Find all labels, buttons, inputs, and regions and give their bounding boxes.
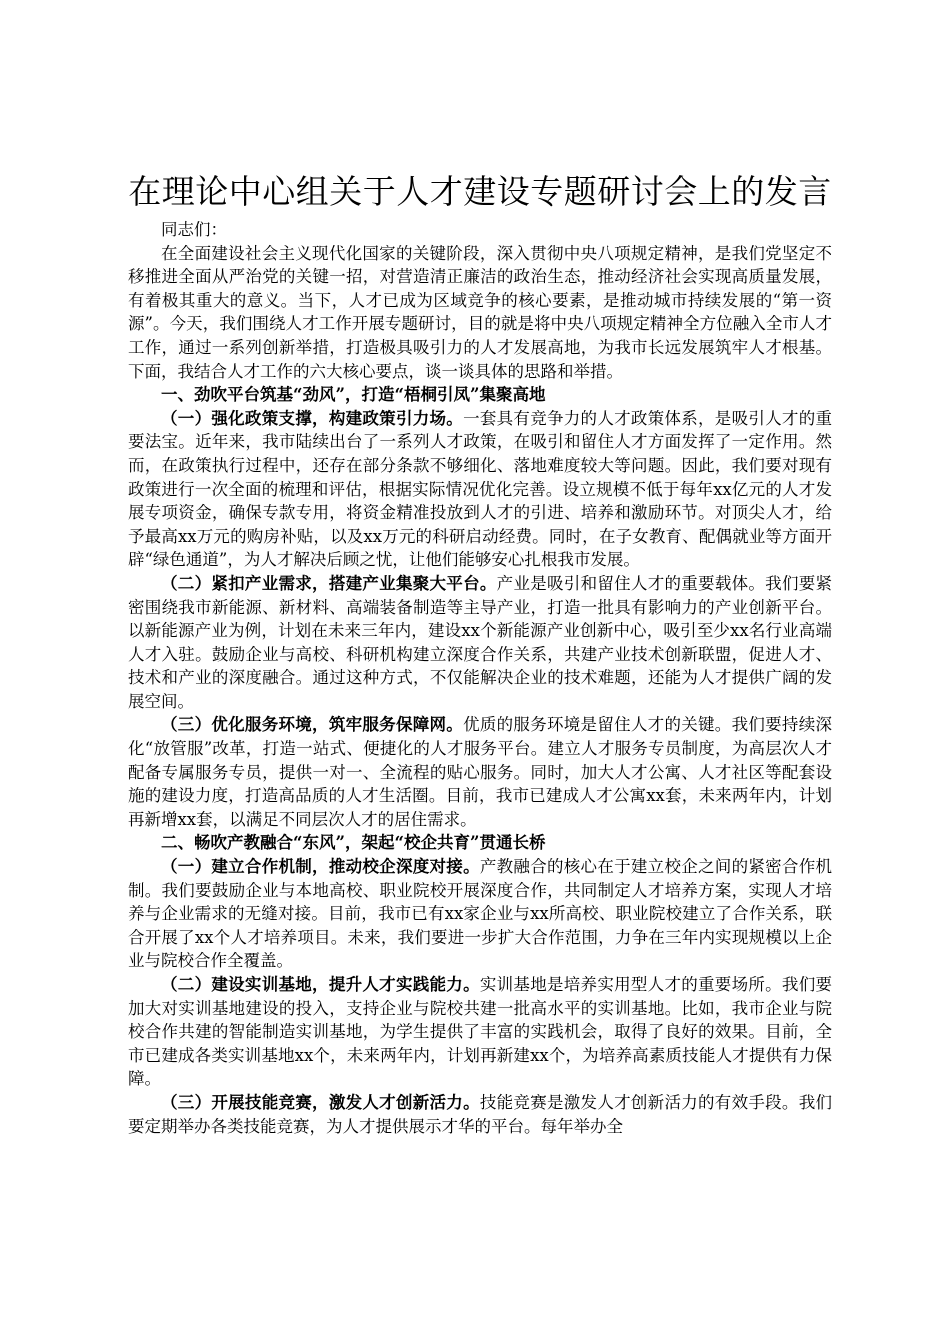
section-heading-2: 二、畅吹产教融合“东风”，架起“校企共育”贯通长桥 (161, 833, 546, 853)
section1-paragraph-1 (128, 407, 832, 572)
paragraph-lead: （二）建设实训基地，提升人才实践能力。 (161, 975, 480, 994)
document-content (128, 172, 832, 1138)
section2-paragraph-1 (128, 855, 832, 973)
section-heading-1: 一、劲吹平台筑基“劲风”，打造“梧桐引凤”集聚高地 (161, 385, 546, 405)
paragraph-text: 产业是吸引和留住人才的重要载体。我们要紧密围绕我市新能源、新材料、高端装备制造等主导产业，打造一批具有影响力的产业创新平台。以新能源产业为例，计划在未来三年内，建设xx个新能源产业创新中心，吸引至少xx名行业高端人才入驻。鼓励企业与高校、科研机构建立深度合作关系，共建产业技术创新联盟，促进人才、技术和产业的深度融合。通过这种方式，不仅能解决企业的技术难题，还能为人才提供广阔的发展空间。 (128, 573, 833, 711)
paragraph-lead: （一）强化政策支撑，构建政策引力场。 (161, 408, 464, 428)
paragraph-text: 产教融合的核心在于建立校企之间的紧密合作机制。我们要鼓励企业与本地高校、职业院校开展深度合作，共同制定人才培养方案，实现人才培养与企业需求的无缝对接。目前，我市已有xx家企业与xx所高校、职业院校建立了合作关系，联合开展了xx个人才培养项目。未来，我们要进一步扩大合作范围，力争在三年内实现规模以上企业与院校合作全覆盖。 (128, 857, 833, 971)
section2-paragraph-3 (128, 1091, 832, 1138)
document-body (128, 218, 832, 1138)
paragraph-text: 一套具有竞争力的人才政策体系，是吸引人才的重要法宝。近年来，我市陆续出台了一系列人才政策，在吸引和留住人才方面发挥了一定作用。然而，在政策执行过程中，还存在部分条款不够细化、落地难度较大等问题。因此，我们要对现有政策进行一次全面的梳理和评估，根据实际情况优化完善。设立规模不低于每年xx亿元的人才发展专项资金，确保专款专用，将资金精准投放到人才的引进、培养和激励环节。对顶尖人才，给予最高xx万元的购房补贴，以及xx万元的科研启动经费。同时，在子女教育、配偶就业等方面开辟“绿色通道”，为人才解决后顾之忧，让他们能够安心扎根我市发展。 (128, 408, 833, 570)
intro-paragraph: 在全面建设社会主义现代化国家的关键阶段，深入贯彻中央八项规定精神，是我们党坚定不移推进全面从严治党的关键一招，对营造清正廉洁的政治生态，推动经济社会实现高质量发展，有着极其重大的意义。当下，人才已成为区域竞争的核心要素，是推动城市持续发展的“第一资源”。今天，我们围绕人才工作开展专题研讨，目的就是将中央八项规定精神全方位融入全市人才工作，通过一系列创新举措，打造极具吸引力的人才发展高地，为我市长远发展筑牢人才根基。下面，我结合人才工作的六大核心要点，谈一谈具体的思路和举措。 (128, 243, 832, 381)
section1-paragraph-3 (128, 713, 832, 831)
paragraph-lead: （三）优化服务环境，筑牢服务保障网。 (161, 715, 464, 735)
paragraph-text: 实训基地是培养实用型人才的重要场所。我们要加大对实训基地建设的投入，支持企业与院校共建一批高水平的实训基地。比如，我市企业与院校合作共建的智能制造实训基地，为学生提供了丰富的实践机会，取得了良好的效果。目前，全市已建成各类实训基地xx个，未来两年内，计划再新建xx个，为培养高素质技能人才提供有力保障。 (128, 975, 833, 1089)
document-title: 在理论中心组关于人才建设专题研讨会上的发言 (128, 172, 832, 211)
paragraph-lead: （二）紧扣产业需求，搭建产业集聚大平台。 (161, 573, 497, 593)
paragraph-text: 优质的服务环境是留住人才的关键。我们要持续深化“放管服”改革，打造一站式、便捷化的人才服务平台。建立人才服务专员制度，为高层次人才配备专属服务专员，提供一对一、全流程的贴心服务。同时，加大人才公寓、人才社区等配套设施的建设力度，打造高品质的人才生活圈。目前，我市已建成人才公寓xx套，未来两年内，计划再新增xx套，以满足不同层次人才的居住需求。 (128, 715, 833, 829)
paragraph-text: 技能竞赛是激发人才创新活力的有效手段。我们要定期举办各类技能竞赛，为人才提供展示才华的平台。每年举办全 (128, 1092, 833, 1136)
salutation: 同志们： (161, 220, 227, 239)
paragraph-lead: （一）建立合作机制，推动校企深度对接。 (161, 857, 480, 877)
section1-paragraph-2 (128, 572, 832, 714)
section2-paragraph-2 (128, 973, 832, 1091)
paragraph-lead: （三）开展技能竞赛，激发人才创新活力。 (161, 1092, 480, 1112)
